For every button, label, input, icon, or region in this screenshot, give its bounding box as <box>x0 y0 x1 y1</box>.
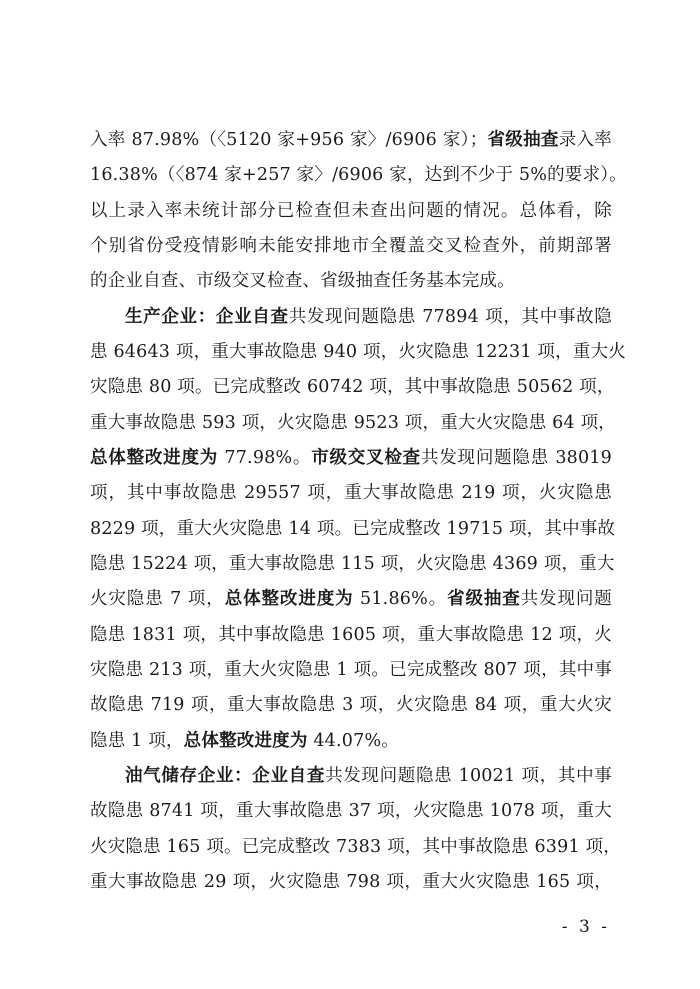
bold-text-run: 市级交叉检查 <box>311 448 421 468</box>
bold-text-run: 总体整改进度为 <box>183 731 308 751</box>
text-run: 共发现问题隐患 10021 项，其中事 <box>325 766 612 786</box>
text-line <box>90 447 612 469</box>
text-line <box>90 624 612 646</box>
text-line <box>90 553 615 575</box>
text-line <box>90 588 612 610</box>
text-line <box>90 694 612 716</box>
text-run: 共发现问题隐患 77894 项，其中事故隐 <box>288 307 612 327</box>
page-number: - 3 - <box>561 917 610 937</box>
text-run: 故隐患 8741 项，重大事故隐患 37 项，火灾隐患 1078 项，重大 <box>90 801 612 821</box>
text-line <box>90 341 626 363</box>
bold-text-run: 总体整改进度为 <box>90 448 219 468</box>
text-run: 火灾隐患 165 项。已完成整改 7383 项，其中事故隐患 6391 项， <box>90 837 621 857</box>
text-line <box>90 518 616 540</box>
text-run: 隐患 1 项， <box>90 731 184 751</box>
text-run: 患 64643 项，重大事故隐患 940 项，火灾隐患 12231 项，重大火 <box>90 342 626 362</box>
text-run: 44.07%。 <box>307 731 399 751</box>
text-line <box>90 659 612 681</box>
text-line <box>125 765 612 787</box>
text-run: 灾隐患 213 项，重大火灾隐患 1 项。已完成整改 807 项，其中事 <box>90 660 612 680</box>
text-run: 项，其中事故隐患 29557 项，重大事故隐患 219 项，火灾隐患 <box>90 483 612 503</box>
text-run: 51.86%。 <box>353 589 448 609</box>
text-run: 共发现问题 <box>520 589 613 609</box>
text-run: 隐患 1831 项，其中事故隐患 1605 项，重大事故隐患 12 项，火 <box>90 625 612 645</box>
bold-text-run: 省级抽查 <box>487 130 559 150</box>
text-line <box>90 836 621 858</box>
text-run: 共发现问题隐患 38019 <box>420 448 613 468</box>
text-line <box>90 376 615 398</box>
text-run: 的企业自查、市级交叉检查、省级抽查任务基本完成。 <box>90 271 515 291</box>
text-line <box>90 412 616 434</box>
text-line <box>90 235 612 257</box>
text-run: 16.38%（〈874 家+257 家〉/6906 家，达到不少于 5%的要求）。 <box>90 165 627 185</box>
text-line <box>90 730 612 752</box>
text-run: 个别省份受疫情影响未能安排地市全覆盖交叉检查外，前期部署 <box>90 236 612 256</box>
bold-text-run: 总体整改进度为 <box>224 589 354 609</box>
bold-text-run: 油气储存企业：企业自查 <box>125 766 326 786</box>
bold-text-run: 生产企业：企业自查 <box>125 307 289 327</box>
text-run: 火灾隐患 7 项， <box>90 589 225 609</box>
text-line <box>90 871 612 893</box>
text-run: 故隐患 719 项，重大事故隐患 3 项，火灾隐患 84 项，重大火灾 <box>90 695 612 715</box>
text-run: 隐患 15224 项，重大事故隐患 115 项，火灾隐患 4369 项，重大 <box>90 554 615 574</box>
text-run: 灾隐患 80 项。已完成整改 60742 项，其中事故隐患 50562 项， <box>90 377 615 397</box>
bold-text-run: 省级抽查 <box>447 589 521 609</box>
text-line <box>90 164 627 186</box>
text-line <box>90 270 612 292</box>
text-run: 重大事故隐患 29 项，火灾隐患 798 项，重大火灾隐患 165 项， <box>90 872 612 892</box>
text-run: 入率 87.98%（〈5120 家+956 家〉/6906 家）； <box>90 130 488 150</box>
text-line <box>90 482 612 504</box>
text-run: 8229 项，重大火灾隐患 14 项。已完成整改 19715 项，其中事故 <box>90 519 616 539</box>
text-run: 录入率 <box>558 130 612 150</box>
text-run: 77.98%。 <box>218 448 312 468</box>
text-line <box>125 306 612 328</box>
text-line <box>90 800 612 822</box>
text-run: 重大事故隐患 593 项，火灾隐患 9523 项，重大火灾隐患 64 项， <box>90 413 616 433</box>
text-line <box>90 200 612 222</box>
text-line <box>90 129 612 151</box>
text-run: 以上录入率未统计部分已检查但未查出问题的情况。总体看，除 <box>90 201 612 221</box>
